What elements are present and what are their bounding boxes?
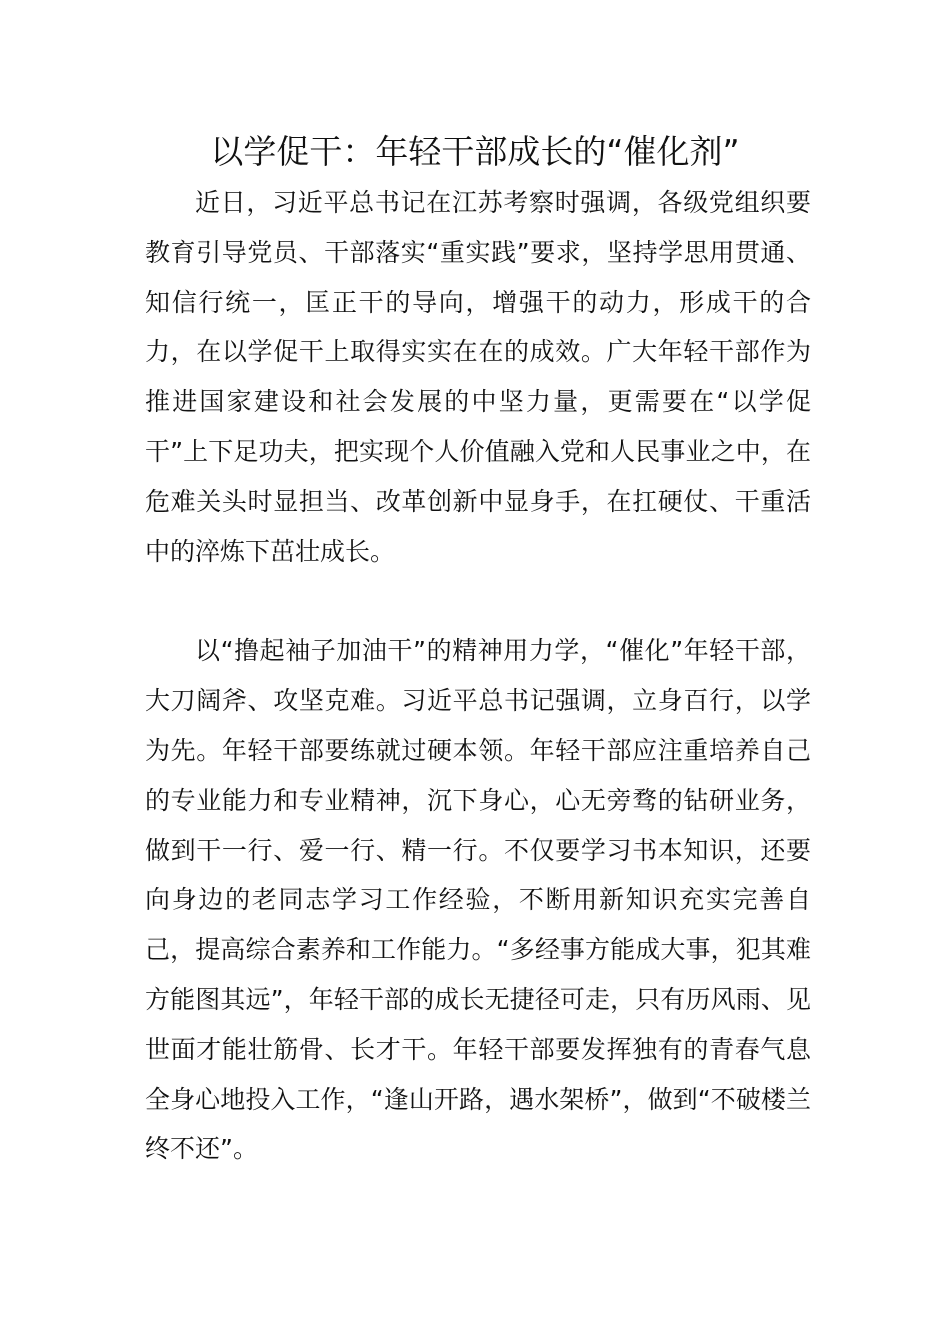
paragraph-2: 以“撸起袖子加油干”的精神用力学，“催化”年轻干部，大刀阔斧、攻坚克难。习近平总书记强调，立身百行，以学为先。年轻干部要练就过硬本领。年轻干部应注重培养自己的专业能力和专业精神，沉下身心，心无旁骛的钻研业务，做到干一行、爱一行、精一行。不仅要学习书本知识，还要向身边的老同志学习工作经验，不断用新知识充实完善自己，提高综合素养和工作能力。“多经事方能成大事，犯其难方能图其远”，年轻干部的成长无捷径可走，只有历风雨、见世面才能壮筋骨、长才干。年轻干部要发挥独有的青春气息全身心地投入工作，“逢山开路，遇水架桥”，做到“不破楼兰终不还”。 [145,636,811,1164]
document-title: 以学促干：年轻干部成长的“催化剂” [210,132,740,171]
paragraph-1: 近日，习近平总书记在江苏考察时强调，各级党组织要教育引导党员、干部落实“重实践”要求，坚持学思用贯通、知信行统一，匡正干的导向，增强干的动力，形成干的合力，在以学促干上取得实实在在的成效。广大年轻干部作为推进国家建设和社会发展的中坚力量，更需要在“以学促干”上下足功夫，把实现个人价值融入党和人民事业之中，在危难关头时显担当、改革创新中显身手，在扛硬仗、干重活中的淬炼下茁壮成长。 [145,188,811,566]
document-body [145,178,811,1174]
